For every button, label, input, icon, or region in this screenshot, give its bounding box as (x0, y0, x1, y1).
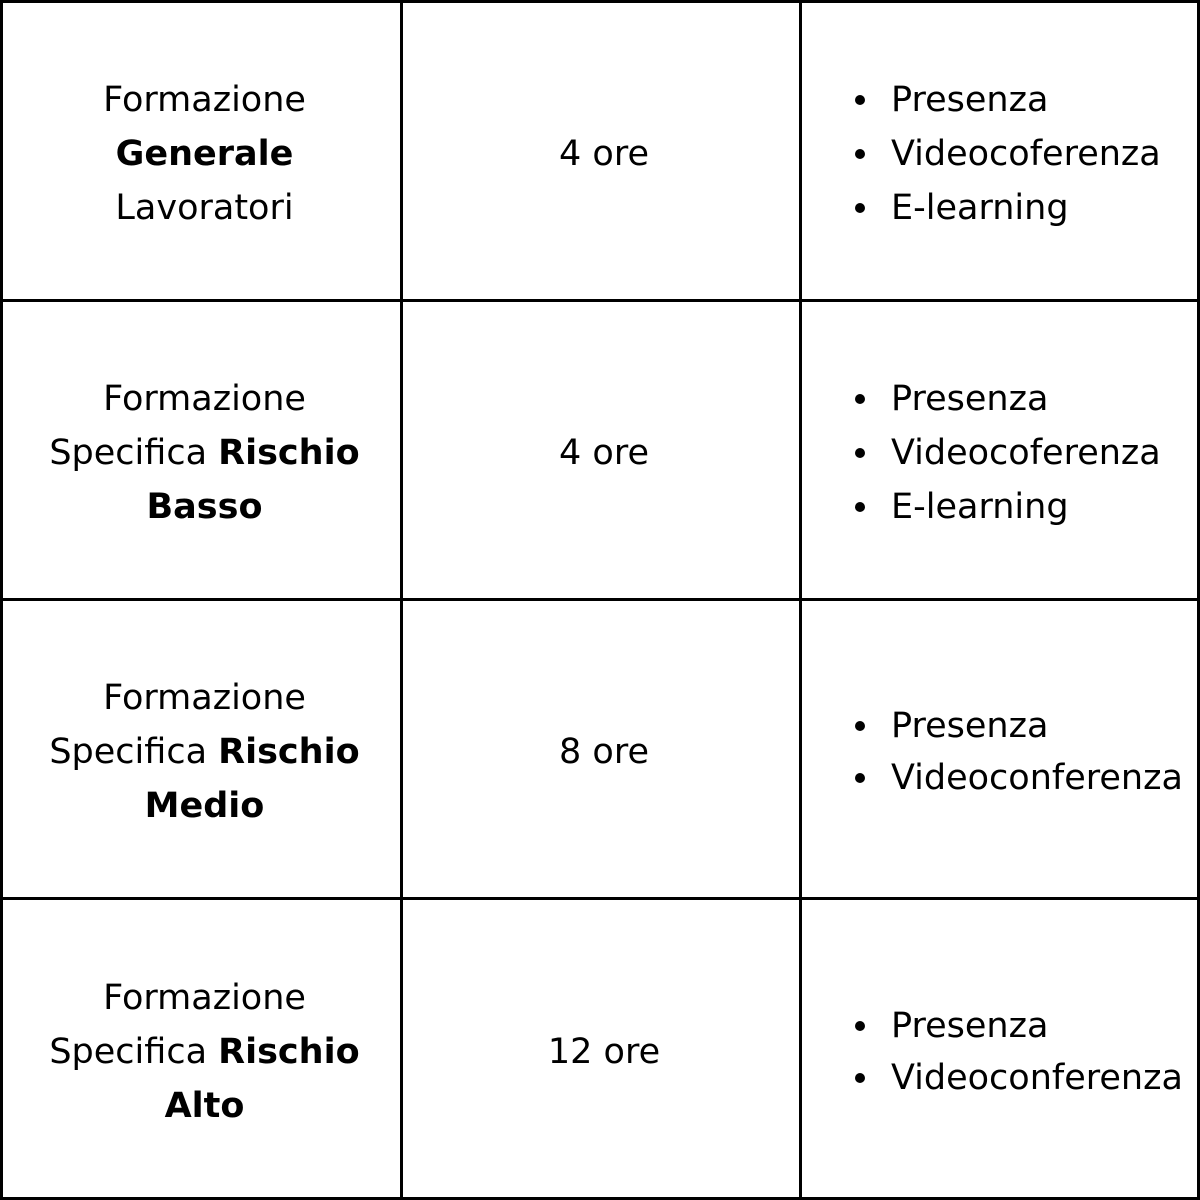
modes-list (851, 1000, 1183, 1104)
course-risk: Rischio (218, 732, 360, 772)
modes-list (851, 700, 1183, 804)
mode-item: Videoconferenza (851, 752, 1183, 804)
course-cell (6, 305, 403, 601)
hours-value: 4 ore (559, 134, 649, 174)
mode-item: Presenza (851, 1000, 1183, 1052)
course-cell (6, 6, 403, 302)
course-risk: Rischio (218, 433, 360, 473)
mode-item: Videoconferenza (851, 1052, 1183, 1104)
hours-value: 4 ore (559, 433, 649, 473)
course-line: Formazione (103, 678, 306, 718)
mode-item: E-learning (851, 480, 1161, 534)
course-type: Specifica (49, 433, 208, 473)
mode-item: E-learning (851, 181, 1161, 235)
course-cell (6, 903, 403, 1200)
course-name (49, 372, 359, 534)
hours-value: 8 ore (559, 732, 649, 772)
course-risk: Rischio (218, 1031, 360, 1072)
hours-cell (406, 903, 802, 1200)
mode-item: Videocoferenza (851, 127, 1161, 181)
course-name (103, 73, 306, 235)
course-name (49, 971, 359, 1133)
hours-value: 12 ore (547, 1031, 661, 1072)
hours-cell (406, 305, 802, 601)
modes-list (851, 73, 1161, 235)
course-level: Basso (146, 487, 263, 527)
course-level: Medio (144, 786, 265, 826)
course-type: Specifica (49, 732, 208, 772)
modes-cell (805, 6, 1200, 302)
course-level: Generale (115, 134, 294, 174)
modes-list (851, 372, 1161, 534)
mode-item: Presenza (851, 73, 1161, 127)
hours-cell (406, 604, 802, 900)
modes-cell (805, 305, 1200, 601)
hours-cell (406, 6, 802, 302)
modes-cell (805, 903, 1200, 1200)
course-name (49, 671, 359, 833)
mode-item: Presenza (851, 700, 1183, 752)
course-line: Formazione (103, 379, 306, 419)
course-line: Formazione (103, 977, 306, 1018)
course-cell (6, 604, 403, 900)
course-type: Specifica (49, 1031, 208, 1072)
modes-cell (805, 604, 1200, 900)
mode-item: Videocoferenza (851, 426, 1161, 480)
course-line: Formazione (103, 80, 306, 120)
course-line: Lavoratori (115, 188, 294, 228)
course-level: Alto (164, 1085, 245, 1126)
mode-item: Presenza (851, 372, 1161, 426)
